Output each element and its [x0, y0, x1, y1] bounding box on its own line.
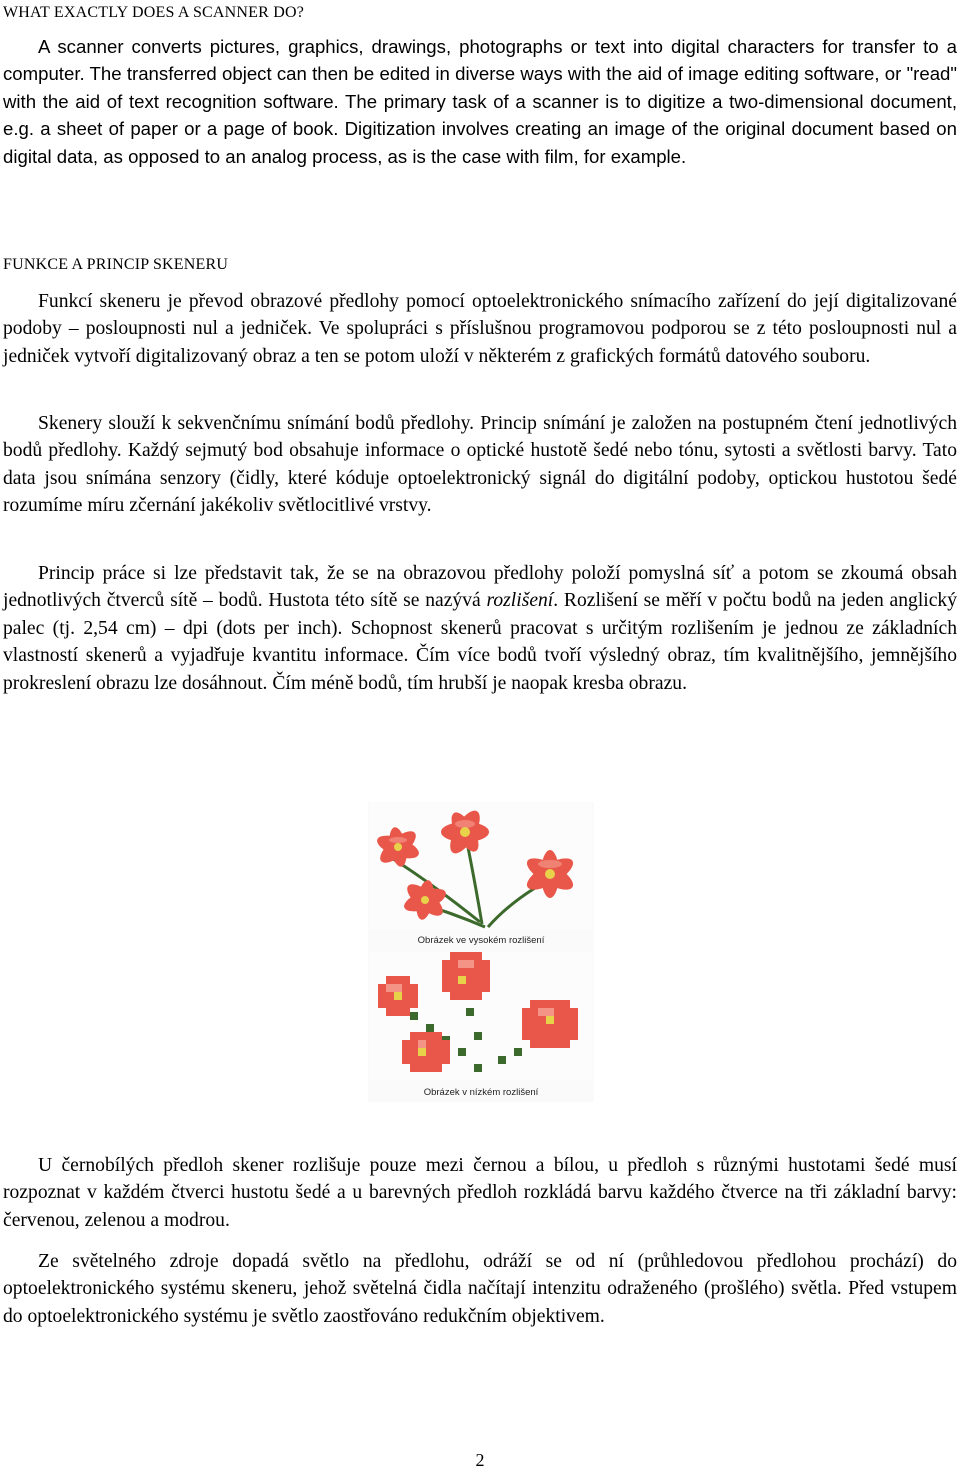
- low-resolution-image: [370, 952, 592, 1080]
- rozliseni-text-start: Princip práce si lze představit tak, že se na obrazovou předlohy položí pomyslná síť a potom se zkoumá obsah jednotlivých čtverců sítě – bodů. Hustota této sítě se nazývá: [3, 563, 957, 612]
- rozliseni-term: rozlišení: [486, 590, 554, 612]
- section-heading-scanner: WHAT EXACTLY DOES A SCANNER DO?: [3, 4, 305, 21]
- rozliseni-text-end: . Rozlišení se měří v počtu bodů na jeden anglický palec (tj. 2,54 cm) – dpi (dots per inch). Schopnost skenerů pracovat s určitým rozlišením je jednou ze základních vlastností skenerů a vyjadřuje kvantitu informace. Čím více bodů tvoří výsledný obraz, tím kvalitnějšího, jemnějšího prokreslení obrazu lze dosáhnout. Čím méně bodů, tím hrubší je naopak kresba obrazu.: [3, 590, 957, 694]
- paragraph-rozliseni: [3, 560, 957, 697]
- caption-low-resolution: Obrázek v nízkém rozlišení: [423, 1087, 539, 1098]
- high-resolution-image: [370, 802, 592, 930]
- tulips-high-res-illustration: [370, 802, 592, 930]
- paragraph-cernobile: U černobílých předloh skener rozlišuje pouze mezi černou a bílou, u předloh s různými hustotami šedé musí rozpoznat v každém čtverci hustotu šedé a u barevných předloh rozkládá barvu každého čtverce na tři základní barvy: červenou, zelenou a modrou.: [3, 1155, 957, 1231]
- caption-high-resolution: Obrázek ve vysokém rozlišení: [417, 935, 545, 946]
- paragraph-scanner-intro: A scanner converts pictures, graphics, drawings, photographs or text into digital characters for transfer to a computer. The transferred object can then be edited in diverse ways with the aid of image editing software, or "read" with the aid of text recognition software. The primary task of a scanner is to digitize a two-dimensional document, e.g. a sheet of paper or a page of book. Digitization involves creating an image of the original document based on digital data, as opposed to an analog process, as is the case with film, for example.: [3, 36, 957, 167]
- page-number: 2: [475, 1450, 485, 1470]
- paragraph-svetelny-zdroj: Ze světelného zdroje dopadá světlo na předlohu, odráží se od ní (průhledovou předlohou prochází) do optoelektronického systému skeneru, jehož světelná čidla načítají intenzitu odraženého (prošlého) světla. Před vstupem do optoelektronického systému je světlo zaostřováno redukčním objektivem.: [3, 1251, 957, 1327]
- paragraph-snimani: Skenery slouží k sekvenčnímu snímání bodů předlohy. Princip snímání je založen na postupném čtení jednotlivých bodů předlohy. Každý sejmutý bod obsahuje informace o optické hustotě šedé nebo tónu, sytosti a světlosti barvy. Tato data jsou snímána senzory (čidly, které kóduje optoelektronický signál do digitální podoby, optickou hustotou šedé rozumíme míru zčernání jakékoliv světlocitlivé vrstvy.: [3, 413, 957, 517]
- tulips-low-res-illustration: [370, 952, 592, 1080]
- section-heading-funkce: FUNKCE A PRINCIP SKENERU: [3, 256, 229, 273]
- resolution-comparison-figure: [368, 802, 594, 1102]
- paragraph-funkce: Funkcí skeneru je převod obrazové předlohy pomocí optoelektronického snímacího zařízení do její digitalizované podoby – posloupnosti nul a jedniček. Ve spolupráci s příslušnou programovou podporou se z této posloupnosti nul a jedniček vytvoří digitalizovaný obraz a ten se potom uloží v některém z grafických formátů datového souboru.: [3, 291, 957, 367]
